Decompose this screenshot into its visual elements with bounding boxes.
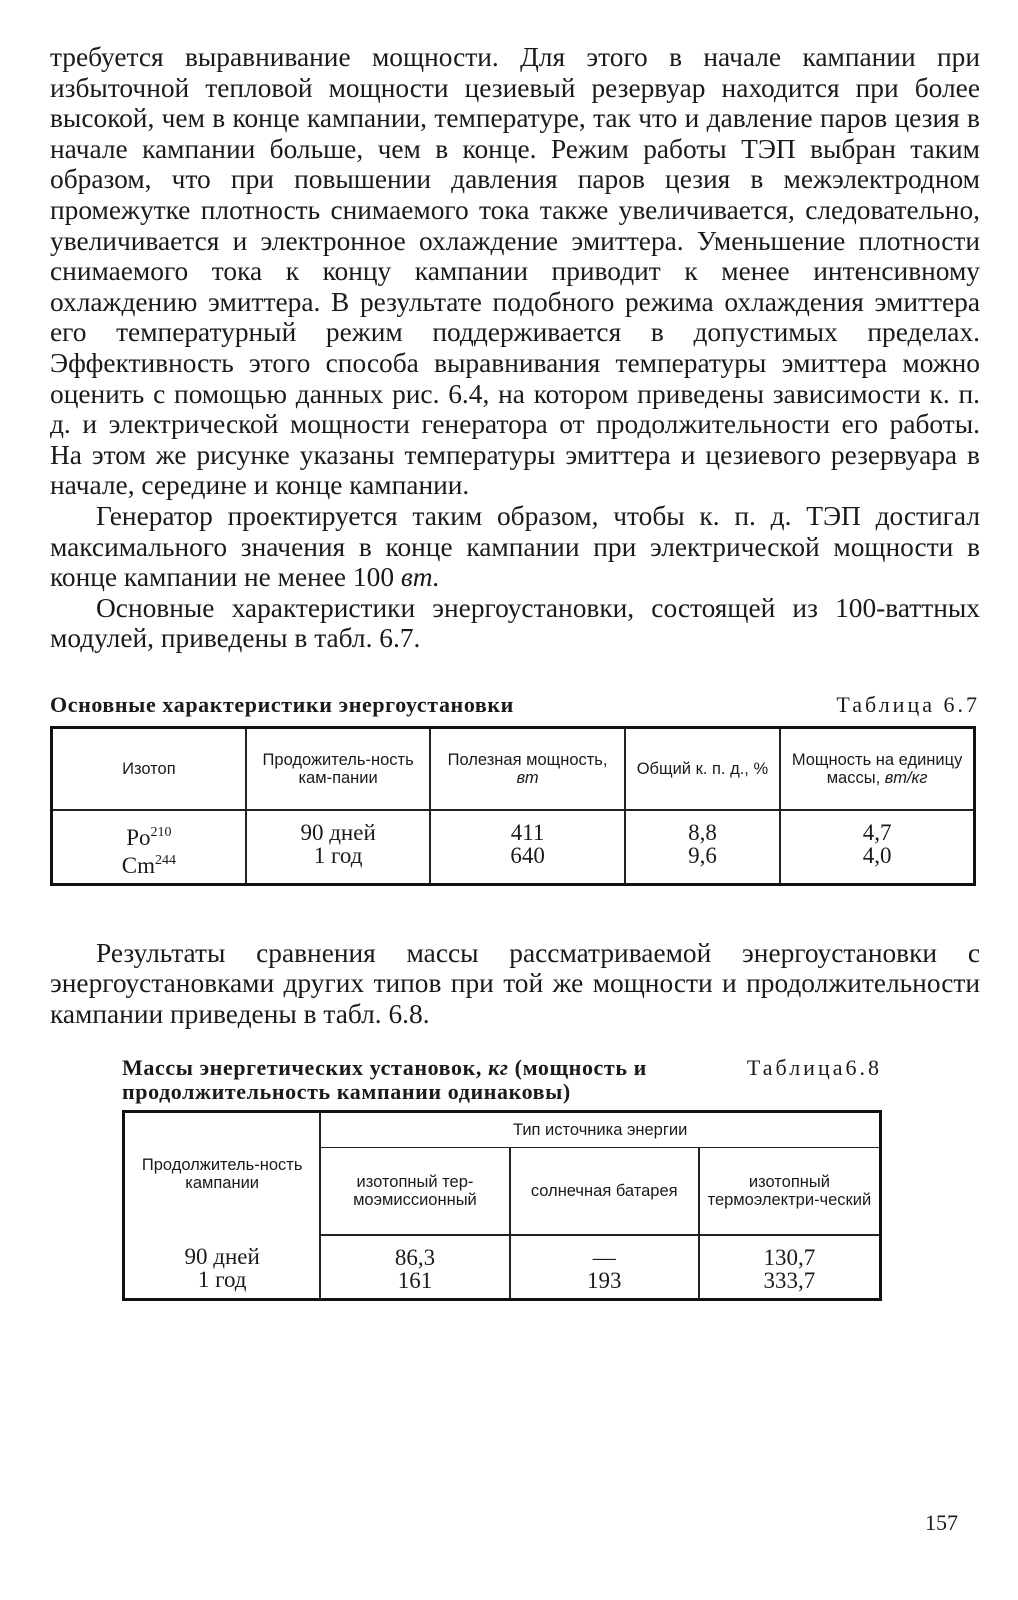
book-page (50, 42, 980, 1301)
cell-thermoelectric (699, 1235, 881, 1300)
cell-efficiency (625, 810, 780, 885)
isotope-mass-number: 210 (150, 824, 172, 840)
header-thermionic: изотопный тер-моэмиссионный (320, 1147, 509, 1235)
mass-value: 161 (397, 1267, 433, 1293)
page-number: 157 (925, 1510, 958, 1535)
duration-value: 1 год (313, 842, 363, 868)
table-6-8-title-text: Массы энергетических установок, (122, 1054, 482, 1080)
table-6-7-caption (50, 692, 980, 718)
efficiency-value: 9,6 (688, 842, 717, 868)
table-6-8-block (122, 1056, 882, 1301)
cell-power (430, 810, 624, 885)
isotope-mass-number: 244 (155, 852, 177, 868)
table-6-8-caption (122, 1056, 882, 1104)
duration-value: 90 дней (184, 1243, 260, 1269)
table-6-8-title (122, 1056, 722, 1104)
mass-value: 86,3 (394, 1244, 436, 1270)
header-specific-unit: вт/кг (884, 768, 928, 787)
specific-power-value: 4,7 (862, 819, 892, 845)
header-solar: солнечная батарея (510, 1147, 699, 1235)
mass-value: 130,7 (763, 1244, 816, 1270)
table-6-7 (50, 726, 976, 886)
paragraph-2-text: Генератор проектируется таким образом, чтобы к. п. д. ТЭП достигал максимального значения в конце кампании при электрической мощности в конце кампании не менее 100 (50, 500, 980, 593)
header-specific-text: Мощность на единицу массы, (791, 750, 963, 787)
paragraph-3: Основные характеристики энергоустановки, состоящей из 100-ваттных модулей, приведены в табл. 6.7. (50, 592, 980, 654)
header-power (430, 727, 624, 810)
header-thermoelectric: изотопный термоэлектри-ческий (699, 1147, 881, 1235)
table-6-7-number: Таблица 6.7 (836, 691, 980, 717)
mass-value: 333,7 (763, 1267, 816, 1293)
cell-duration (246, 810, 431, 885)
specific-power-value: 4,0 (862, 842, 892, 868)
cell-solar (510, 1235, 699, 1300)
paragraph-4: Результаты сравнения массы рассматриваемой энергоустановки с энергоустановками других типов при той же мощности и продолжительности кампании приведены в табл. 6.8. (50, 937, 980, 1030)
power-value: 640 (510, 842, 545, 868)
cell-duration (124, 1235, 321, 1300)
table-6-8-title-note: (мощность и продолжительность кампании одинаковы) (122, 1054, 647, 1104)
isotope-symbol: Cm (121, 852, 156, 878)
cell-isotope (52, 810, 246, 885)
header-duration: Продолжитель-ность кампании (141, 1155, 303, 1192)
cell-thermionic (320, 1235, 509, 1300)
cell-specific-power (780, 810, 974, 885)
header-power-text: Полезная мощность, (447, 750, 608, 769)
duration-value: 90 дней (300, 819, 376, 845)
paragraph-2-unit: вт. (400, 562, 440, 593)
paragraph-1: требуется выравнивание мощности. Для этого в начале кампании при избыточной тепловой мощности цезиевый резервуар находится при более высокой, чем в конце кампании, температуре, так что и давление паров цезия в начале кампании больше, чем в конце. Режим работы ТЭП выбран таким образом, что при повышении давления паров цезия в межэлектродном промежутке плотность снимаемого тока также увеличивается, следовательно, увеличивается и электронное охлаждение эмиттера. Уменьшение плотности снимаемого тока к концу кампании приводит к менее интенсивному охлаждению эмиттера. В результате подобного режима охлаждения эмиттера его температурный режим поддерживается в допустимых пределах. Эффективность этого способа выравнивания температуры эмиттера можно оценить с помощью данных рис. 6.4, на котором приведены зависимости к. п. д. и электрической мощности генератора от продолжительности его работы. На этом же рисунке указаны температуры эмиттера и цезиевого резервуара в начале, середине и конце кампании. (50, 42, 980, 501)
header-power-unit: вт (516, 768, 539, 787)
duration-value: 1 год (197, 1266, 247, 1292)
table-6-8-title-unit: кг (488, 1054, 509, 1080)
header-source-type: Тип источника энергии (320, 1111, 880, 1147)
table-6-8 (122, 1110, 882, 1301)
isotope-symbol: Po (126, 824, 151, 850)
header-specific-power (780, 727, 974, 810)
efficiency-value: 8,8 (688, 819, 717, 845)
mass-value: 193 (586, 1267, 622, 1293)
table-6-7-title: Основные характеристики энергоустановки (50, 691, 514, 717)
header-efficiency: Общий к. п. д., % (625, 727, 780, 810)
paragraph-2 (50, 501, 980, 593)
table-row (52, 810, 975, 885)
mass-value: — (592, 1244, 616, 1270)
table-row (124, 1235, 881, 1300)
header-isotope: Изотоп (52, 727, 246, 810)
table-6-8-number: Таблица6.8 (746, 1054, 882, 1080)
header-duration: Продожитель-ность кам-пании (246, 727, 431, 810)
power-value: 411 (510, 819, 545, 845)
